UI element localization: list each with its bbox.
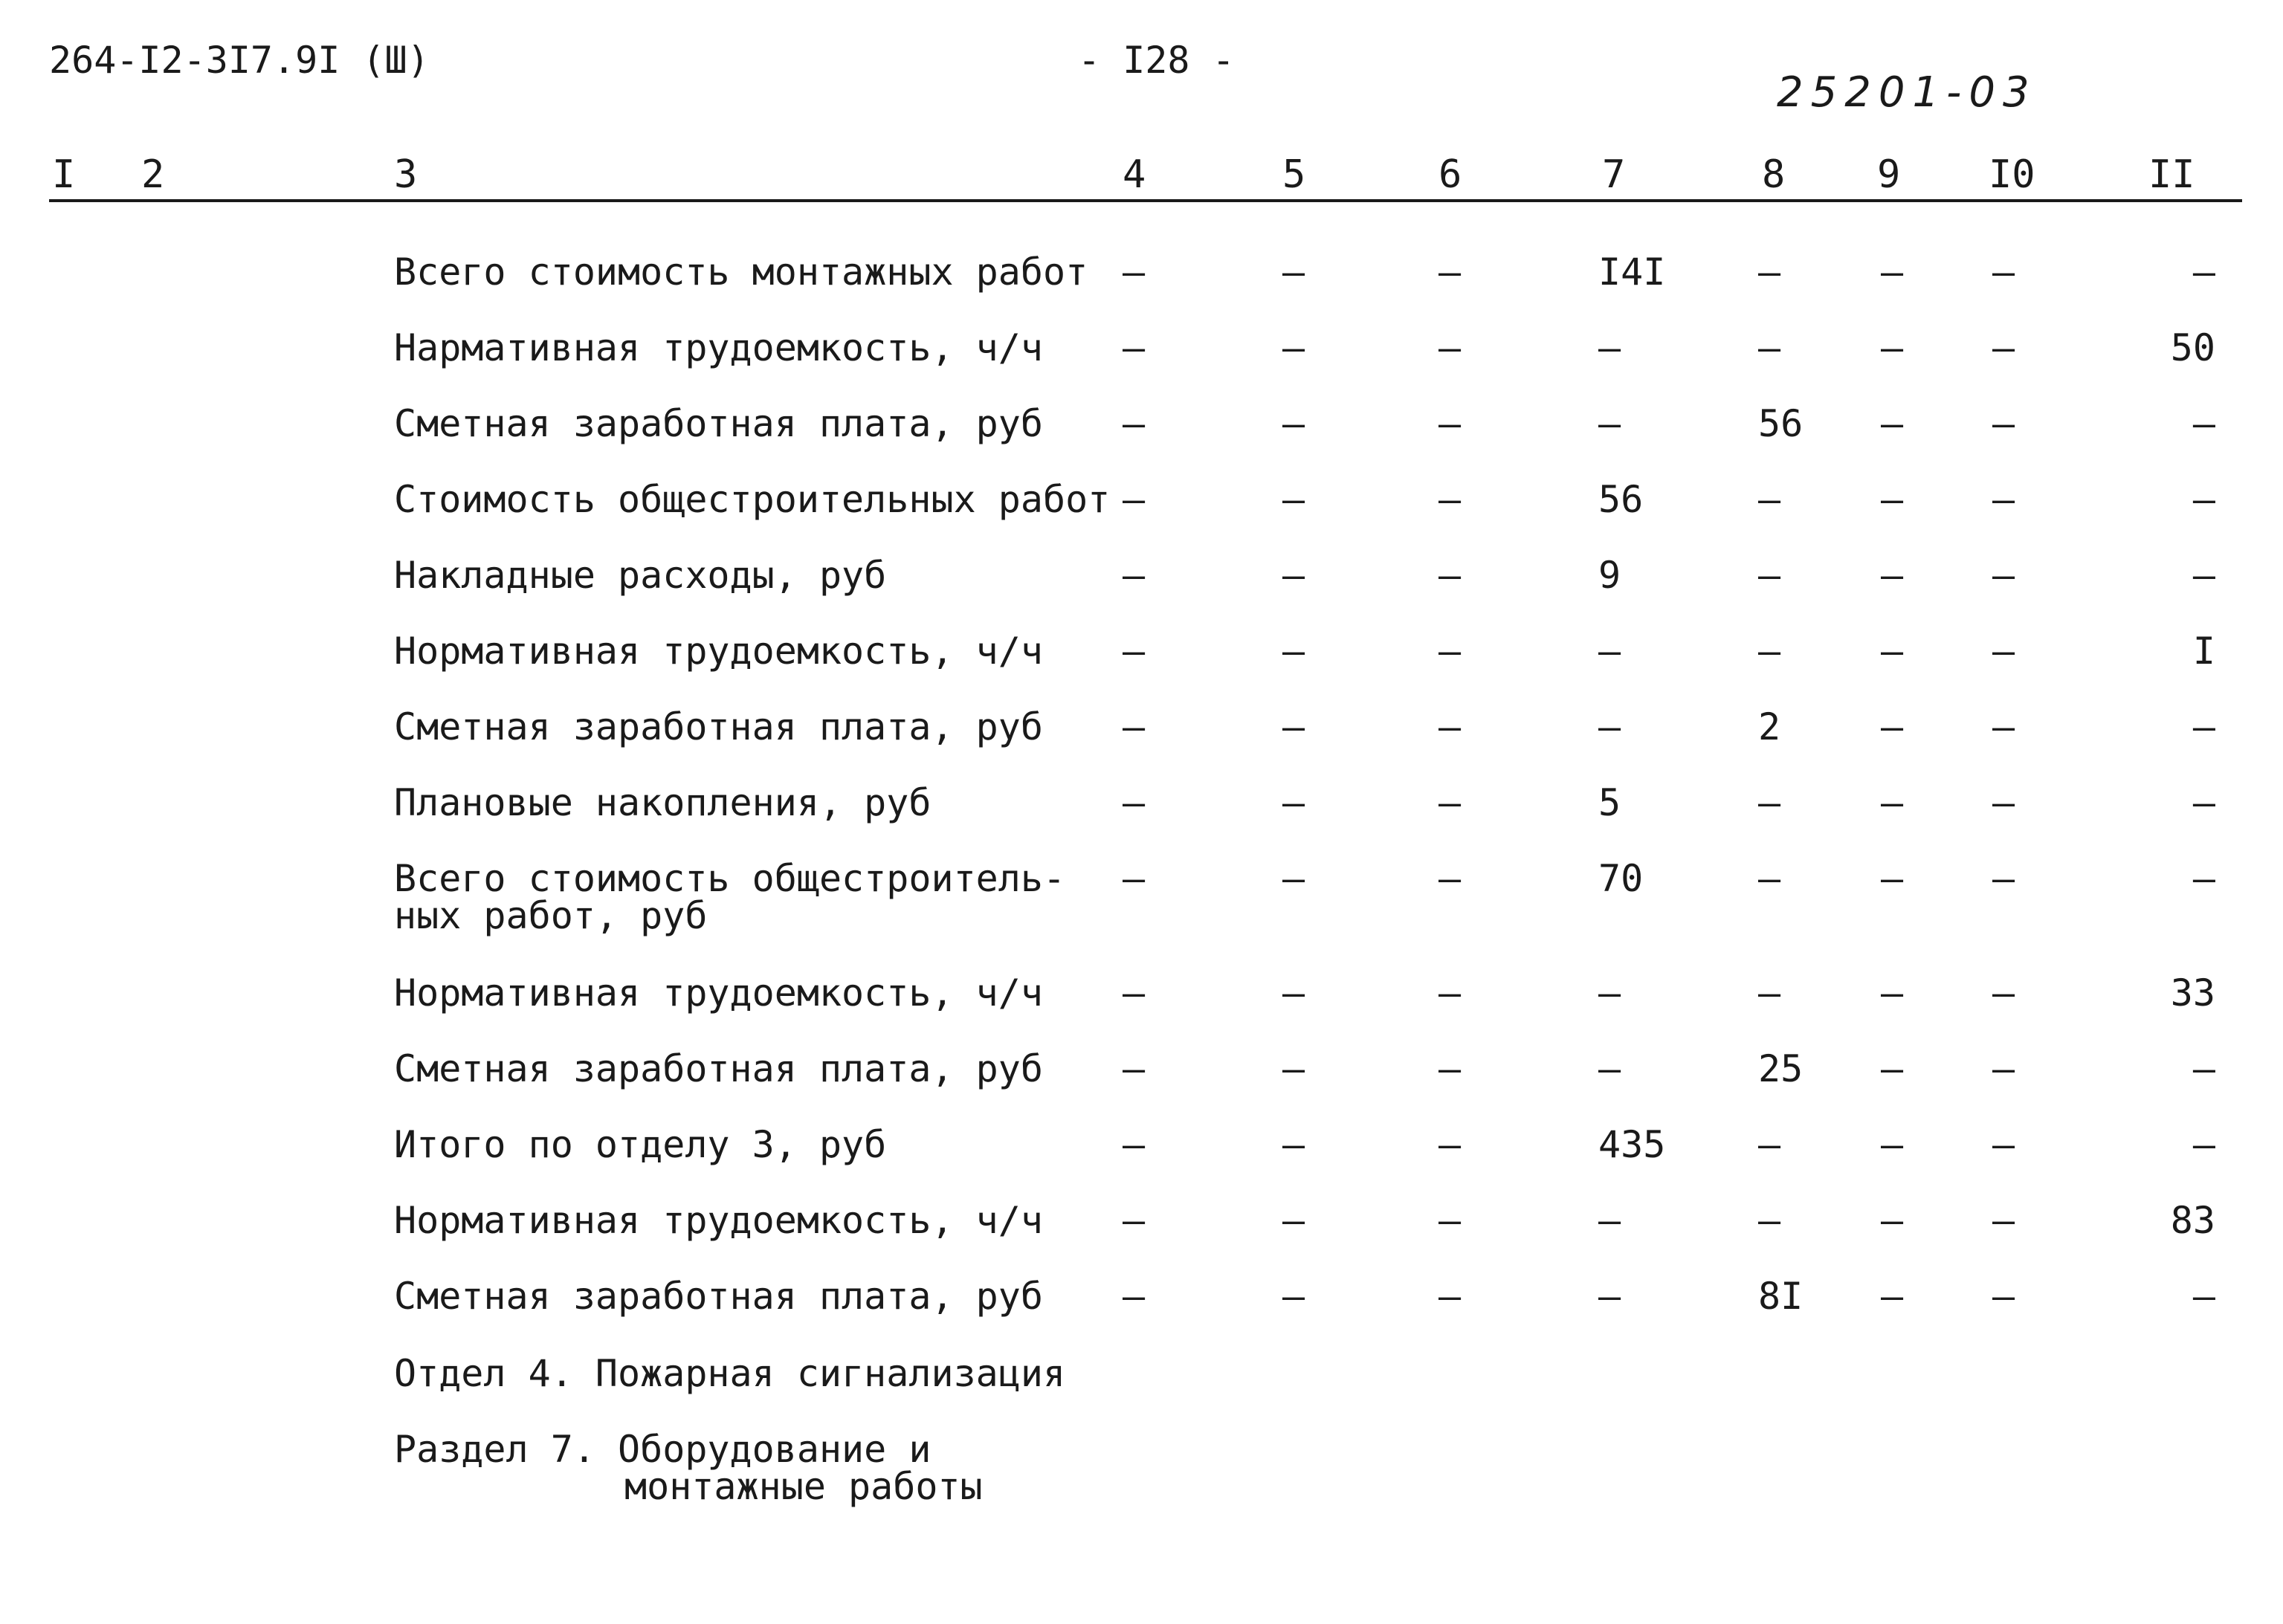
cell-col8: 2 <box>1758 705 1781 748</box>
cell-col6: – <box>1438 402 1462 445</box>
cell-col10: – <box>1992 1123 2015 1166</box>
cell-col8: – <box>1758 857 1781 900</box>
cell-col9: – <box>1880 781 1904 824</box>
cell-col4: – <box>1122 630 1146 673</box>
column-header-10: I0 <box>1989 152 2035 197</box>
cell-col9: – <box>1880 402 1904 445</box>
cell-col11: – <box>2192 478 2215 521</box>
cell-col6: – <box>1438 1123 1462 1166</box>
cell-col4: – <box>1122 1275 1146 1318</box>
cell-col11: – <box>2192 705 2215 748</box>
column-header-2: 2 <box>141 152 165 197</box>
table-row <box>0 404 2283 479</box>
column-header-7: 7 <box>1602 152 1626 197</box>
cell-col11: I <box>2192 630 2215 673</box>
cell-col10: – <box>1992 971 2015 1015</box>
cell-col9: – <box>1880 1123 1904 1166</box>
cell-col11: – <box>2192 554 2215 597</box>
cell-col6: – <box>1438 326 1462 369</box>
subsection-title-continuation: монтажные работы <box>624 1465 983 1508</box>
cell-col11: – <box>2192 857 2215 900</box>
cell-col10: – <box>1992 630 2015 673</box>
cell-col6: – <box>1438 857 1462 900</box>
cell-col5: – <box>1282 250 1305 294</box>
row-label: Сметная заработная плата, руб <box>394 705 1043 748</box>
cell-col8: 8I <box>1758 1275 1804 1318</box>
cell-col7: 70 <box>1598 857 1644 900</box>
cell-col4: – <box>1122 1123 1146 1166</box>
column-header-9: 9 <box>1877 152 1901 197</box>
cell-col5: – <box>1282 1275 1305 1318</box>
cell-col9: – <box>1880 1199 1904 1242</box>
cell-col10: – <box>1992 250 2015 294</box>
cell-col5: – <box>1282 781 1305 824</box>
row-label: Нормативная трудоемкость, ч/ч <box>394 630 1043 673</box>
table-row <box>0 971 2283 1048</box>
cell-col5: – <box>1282 326 1305 369</box>
cell-col9: – <box>1880 250 1904 294</box>
column-header-5: 5 <box>1282 152 1306 197</box>
cell-col10: – <box>1992 705 2015 748</box>
cell-col5: – <box>1282 705 1305 748</box>
table-row <box>0 783 2283 858</box>
cell-col11: – <box>2192 250 2215 294</box>
table-row <box>0 632 2283 706</box>
cell-col10: – <box>1992 554 2015 597</box>
row-label: Сметная заработная плата, руб <box>394 402 1043 445</box>
cell-col8: – <box>1758 250 1781 294</box>
cell-col5: – <box>1282 1123 1305 1166</box>
cell-col6: – <box>1438 1275 1462 1318</box>
cell-col4: – <box>1122 971 1146 1015</box>
table-row <box>0 1201 2283 1275</box>
table-row <box>0 1125 2283 1200</box>
cell-col4: – <box>1122 857 1146 900</box>
row-label: Стоимость общестроительных работ <box>394 478 1111 521</box>
cell-col11: – <box>2192 1047 2215 1090</box>
cell-col7: – <box>1598 402 1621 445</box>
cell-col8: – <box>1758 554 1781 597</box>
subsection-title: Раздел 7. Оборудование и <box>394 1428 931 1471</box>
cell-col7: – <box>1598 1047 1621 1090</box>
cell-col9: – <box>1880 1047 1904 1090</box>
cell-col5: – <box>1282 971 1305 1015</box>
row-label: Плановые накопления, руб <box>394 781 931 824</box>
column-header-3: 3 <box>394 152 418 197</box>
cell-col11: 83 <box>2170 1199 2215 1242</box>
row-label-continuation: ных работ, руб <box>394 894 708 937</box>
cell-col8: 25 <box>1758 1047 1804 1090</box>
cell-col6: – <box>1438 1047 1462 1090</box>
cell-col4: – <box>1122 554 1146 597</box>
row-label: Итого по отделу 3, руб <box>394 1123 887 1166</box>
cell-col7: 9 <box>1598 554 1621 597</box>
cell-col7: – <box>1598 1199 1621 1242</box>
table-row <box>0 480 2283 554</box>
cell-col10: – <box>1992 1047 2015 1090</box>
cell-col7: 5 <box>1598 781 1621 824</box>
cell-col11: – <box>2192 781 2215 824</box>
cell-col7: 56 <box>1598 478 1644 521</box>
row-label: Всего стоимость общестроитель- <box>394 857 1066 900</box>
section-heading: Отдел 4. Пожарная сигнализация <box>394 1352 1066 1395</box>
table-row <box>0 250 2283 327</box>
cell-col5: – <box>1282 1199 1305 1242</box>
cell-col10: – <box>1992 326 2015 369</box>
cell-col4: – <box>1122 1047 1146 1090</box>
column-header-11: II <box>2148 152 2195 197</box>
cell-col7: – <box>1598 1275 1621 1318</box>
row-label: Сметная заработная плата, руб <box>394 1275 1043 1318</box>
cell-col8: – <box>1758 1123 1781 1166</box>
cell-col5: – <box>1282 478 1305 521</box>
cell-col9: – <box>1880 1275 1904 1318</box>
table-row <box>0 1049 2283 1124</box>
cell-col10: – <box>1992 1275 2015 1318</box>
column-header-8: 8 <box>1762 152 1786 197</box>
cell-col10: – <box>1992 402 2015 445</box>
cell-col8: – <box>1758 781 1781 824</box>
cell-col5: – <box>1282 630 1305 673</box>
cell-col9: – <box>1880 971 1904 1015</box>
header-rule <box>49 199 2242 202</box>
column-header-4: 4 <box>1123 152 1146 197</box>
cell-col4: – <box>1122 402 1146 445</box>
cell-col4: – <box>1122 326 1146 369</box>
cell-col10: – <box>1992 781 2015 824</box>
cell-col9: – <box>1880 478 1904 521</box>
row-label: Нармативная трудоемкость, ч/ч <box>394 326 1043 369</box>
row-label: Нормативная трудоемкость, ч/ч <box>394 971 1043 1015</box>
cell-col8: 56 <box>1758 402 1804 445</box>
document-code: 264-I2-3I7.9I (Ш) <box>49 39 430 82</box>
cell-col11: – <box>2192 1123 2215 1166</box>
row-label: Всего стоимость монтажных работ <box>394 250 1088 294</box>
cell-col8: – <box>1758 971 1781 1015</box>
cell-col9: – <box>1880 857 1904 900</box>
cell-col9: – <box>1880 554 1904 597</box>
cell-col4: – <box>1122 478 1146 521</box>
cell-col8: – <box>1758 326 1781 369</box>
cell-col6: – <box>1438 1199 1462 1242</box>
cell-col7: – <box>1598 326 1621 369</box>
cell-col10: – <box>1992 478 2015 521</box>
cell-col8: – <box>1758 630 1781 673</box>
cell-col5: – <box>1282 554 1305 597</box>
cell-col4: – <box>1122 781 1146 824</box>
cell-col7: I4I <box>1598 250 1666 294</box>
cell-col5: – <box>1282 857 1305 900</box>
cell-col4: – <box>1122 1199 1146 1242</box>
handwritten-number: 25201-03 <box>1777 68 2037 117</box>
cell-col6: – <box>1438 554 1462 597</box>
cell-col7: – <box>1598 630 1621 673</box>
cell-col6: – <box>1438 478 1462 521</box>
cell-col8: – <box>1758 1199 1781 1242</box>
cell-col10: – <box>1992 857 2015 900</box>
cell-col5: – <box>1282 402 1305 445</box>
row-label: Накладные расходы, руб <box>394 554 887 597</box>
column-header-6: 6 <box>1438 152 1462 197</box>
table-row <box>0 326 2283 403</box>
cell-col10: – <box>1992 1199 2015 1242</box>
cell-col6: – <box>1438 971 1462 1015</box>
table-row <box>0 1277 2283 1351</box>
table-row <box>0 857 2283 937</box>
cell-col9: – <box>1880 326 1904 369</box>
cell-col6: – <box>1438 630 1462 673</box>
cell-col11: – <box>2192 1275 2215 1318</box>
cell-col7: – <box>1598 971 1621 1015</box>
row-label: Сметная заработная плата, руб <box>394 1047 1043 1090</box>
table-row <box>0 556 2283 630</box>
cell-col11: – <box>2192 402 2215 445</box>
cell-col9: – <box>1880 705 1904 748</box>
cell-col9: – <box>1880 630 1904 673</box>
page-number: - I28 - <box>1078 39 1235 82</box>
column-header-1: I <box>52 152 76 197</box>
cell-col6: – <box>1438 781 1462 824</box>
table-row <box>0 705 2283 782</box>
cell-col4: – <box>1122 705 1146 748</box>
cell-col6: – <box>1438 250 1462 294</box>
cell-col4: – <box>1122 250 1146 294</box>
cell-col11: 50 <box>2170 326 2215 369</box>
cell-col7: – <box>1598 705 1621 748</box>
cell-col11: 33 <box>2170 971 2215 1015</box>
cell-col6: – <box>1438 705 1462 748</box>
cell-col5: – <box>1282 1047 1305 1090</box>
cell-col8: – <box>1758 478 1781 521</box>
row-label: Нормативная трудоемкость, ч/ч <box>394 1199 1043 1242</box>
cell-col7: 435 <box>1598 1123 1666 1166</box>
